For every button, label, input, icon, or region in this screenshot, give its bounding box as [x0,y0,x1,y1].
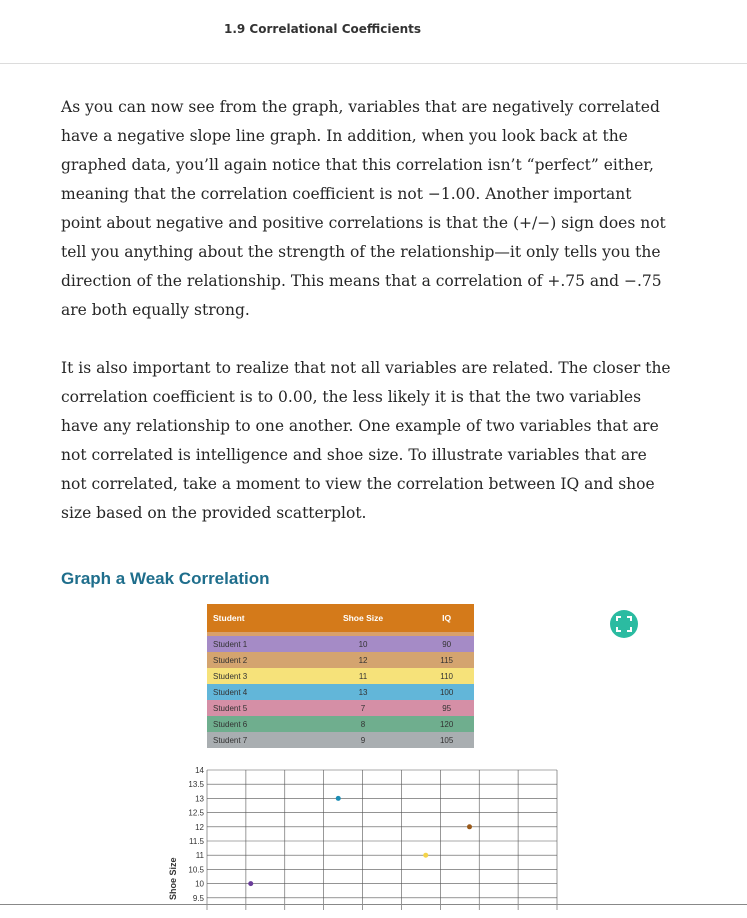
cell-iq: 95 [442,703,452,713]
chapter-title: 1.9 Correlational Coefficients [224,22,422,36]
header-student: Student [207,604,307,632]
cell-iq: 120 [439,719,454,729]
cell-shoe-size: 9 [360,735,366,745]
cell-student: Student 6 [213,719,248,729]
y-tick-label: 9.5 [192,893,204,903]
table-row [207,636,474,652]
cell-shoe-size: 12 [358,655,368,665]
scatter-point [336,796,341,801]
cell-shoe-size: 13 [358,687,368,697]
paragraph-no-correlation: It is also important to realize that not all variables are related. The closer the correlation coefficient is to 0.00, the less likely it is that the two variables have any relationship to one another. One example of two variables that are not correlated is intelligence and shoe size. To illustrate variables that are not correlated, take a moment to view the correlation between IQ and shoe size based on the provided scatterplot. [61,359,671,522]
cell-iq: 115 [440,655,454,665]
header-iq: IQ [419,604,474,632]
cell-iq: 105 [439,735,454,745]
cell-student: Student 4 [213,687,248,697]
student-data-table [207,604,474,748]
y-tick-label: 10 [195,879,204,889]
cell-iq: 110 [440,671,454,681]
table-row [207,684,474,700]
y-tick-label: 14 [195,766,204,775]
table-row [207,716,474,732]
cell-shoe-size: 10 [358,639,368,649]
cell-shoe-size: 8 [360,719,366,729]
page-divider [0,904,747,905]
y-tick-label: 13.5 [188,780,204,790]
cell-iq: 90 [442,639,452,649]
table-row [207,700,474,716]
y-tick-label: 11 [195,851,204,861]
cell-student: Student 1 [213,639,248,649]
table-row [207,668,474,684]
section-heading: Graph a Weak Correlation [61,569,270,588]
scatter-plot [160,760,580,910]
expand-button[interactable] [610,610,638,638]
y-tick-label: 10.5 [188,865,204,875]
expand-icon [615,615,633,633]
scatter-point [248,881,253,886]
scatter-point [423,853,428,858]
y-tick-label: 12 [195,822,204,832]
paragraph-negative-correlation: As you can now see from the graph, variables that are negatively correlated have a negative slope line graph. In addition, when you look back at the graphed data, you’ll again notice that this correlation isn’t “perfect” either, meaning that the correlation coefficient is not −1.00. Another important point about negative and positive correlations is that the (+/−) sign does not tell you anything about the strength of the relationship—it only tells you the direction of the relationship. This means that a correlation of +.75 and −.75 are both equally strong. [61,98,666,319]
y-axis-label: Shoe Size [168,857,178,900]
cell-shoe-size: 11 [358,671,368,681]
y-tick-label: 11.5 [189,837,204,846]
top-bar [0,0,747,64]
cell-student: Student 7 [213,735,248,745]
cell-shoe-size: 7 [360,703,366,713]
cell-student: Student 3 [213,671,248,681]
cell-student: Student 2 [213,655,248,665]
header-shoe-size: Shoe Size [307,604,420,632]
cell-iq: 100 [439,687,454,697]
y-tick-label: 13 [195,794,204,804]
y-tick-label: 12.5 [188,808,204,818]
table-row [207,652,474,668]
cell-student: Student 5 [213,703,248,713]
table-row [207,732,474,748]
table-header-row [207,604,474,632]
scatter-point [467,824,472,829]
